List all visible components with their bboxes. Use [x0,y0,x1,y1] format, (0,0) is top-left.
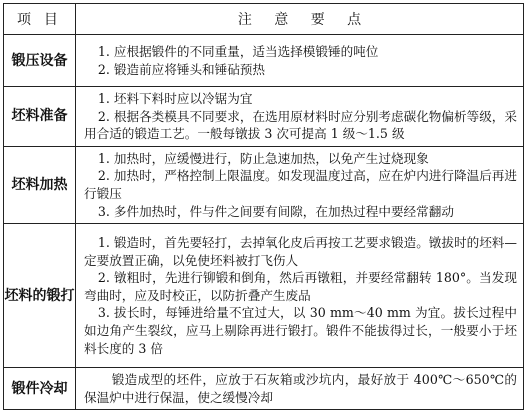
forging-notes-table [3,3,524,410]
note-line: 2. 锻造前应将锤头和锤砧预热 [97,61,266,77]
table-row [4,87,524,147]
header-notes [76,4,524,35]
note-line: 2. 镦粗时，先进行铆锻和倒角，然后再镦粗，并要经常翻转 180°。当发现弯曲时，应及时校正，以防折叠产生废品 [84,270,517,303]
note-line: 1. 加热时，应缓慢进行，防止急速加热，以免产生过烧现象 [97,150,429,166]
header-notes-text: 注意要点 [237,12,384,28]
row-notes [76,368,524,410]
note-line: 1. 应根据锻件的不同重量，适当选择模锻锤的吨位 [97,43,379,59]
table-row [4,224,524,368]
row-notes [76,35,524,87]
row-item-label: 坯料准备 [4,87,76,147]
note-line: 1. 坯料下料时应以冷锯为宜 [97,91,253,106]
note-line: 锻造成型的坯件，应放于石灰箱或沙坑内，最好放于 400℃～650℃的保温炉中进行保温，使之缓慢冷却 [84,372,517,405]
table-row [4,368,524,410]
note-line: 2. 加热时，严格控制上限温度。如发现温度过高，应在炉内进行降温后再进行锻压 [84,168,517,201]
row-item-label: 锻压设备 [4,35,76,87]
row-item-label: 锻件冷却 [4,368,76,410]
header-item [4,4,76,35]
row-item-label: 坯料的锻打 [4,224,76,368]
note-line: 1. 锻造时，首先要轻打，去掉氧化皮后再按工艺要求锻造。镦拔时的坯料—定要放置正确，以免使坯料被打飞伤人 [84,235,517,268]
row-notes [76,87,524,147]
table-header-row [4,4,524,35]
table-row [4,35,524,87]
note-line: 3. 拔长时，每锤进给量不宜过大，以 30 mm～40 mm 为宜。拔长过程中如边角产生裂纹，应马上剔除再进行锻打。锻件不能拔得过长，一般要小于坯料长度的 3 倍 [84,305,517,356]
note-line: 3. 多件加热时，件与件之间要有间隙，在加热过程中要经常翻动 [97,203,454,219]
table-row [4,146,524,223]
row-notes [76,146,524,223]
note-line: 2. 根据各类模具不同要求，在选用原材料时应分别考虑碳化物偏析等级，采用合适的锻造工艺。一般每镦拔 3 次可提高 1 级～1.5 级 [84,108,517,142]
row-item-label: 坯料加热 [4,146,76,223]
row-notes [76,224,524,368]
header-item-text: 项 目 [16,12,63,28]
